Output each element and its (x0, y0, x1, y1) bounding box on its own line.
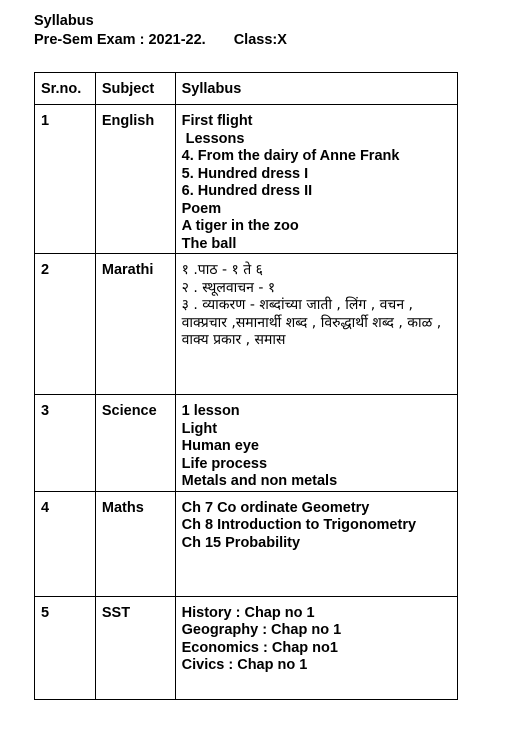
syllabus-line: Ch 7 Co ordinate Geometry (181, 499, 370, 516)
syllabus-line: 5. Hundred dress I (181, 165, 309, 182)
class-label: Class:X (233, 32, 287, 48)
syllabus-line: 4. From the dairy of Anne Frank (181, 148, 400, 164)
syllabus-line: Human eye (181, 438, 259, 454)
cell-subject: SST (95, 596, 175, 699)
syllabus-line: २ . स्थूलवाचन - १ (181, 279, 276, 296)
syllabus-line: Light (181, 420, 218, 437)
table-row (35, 491, 458, 596)
column-header-subject: Subject (95, 73, 175, 105)
syllabus-line: Ch 8 Introduction to Trigonometry (181, 517, 417, 533)
exam-line (34, 31, 287, 50)
cell-subject: Science (95, 395, 175, 492)
cell-subject: Maths (95, 491, 175, 596)
table-row (35, 395, 458, 492)
syllabus-line: Poem (181, 200, 222, 217)
cell-syllabus (175, 596, 457, 699)
syllabus-line: History : Chap no 1 (181, 604, 315, 621)
syllabus-line: A tiger in the zoo (181, 218, 299, 234)
syllabus-line: Metals and non metals (181, 473, 338, 489)
cell-subject: Marathi (95, 254, 175, 395)
cell-syllabus (175, 105, 457, 254)
document-header (34, 12, 287, 50)
table-row (35, 254, 458, 395)
table-row (35, 105, 458, 254)
syllabus-line: 1 lesson (181, 403, 240, 419)
syllabus-line: First flight (181, 113, 253, 129)
syllabus-line: ३ . व्याकरण - शब्दांच्या जाती , लिंग , वचन , वाक्प्रचार ,समानार्थी शब्द , विरुद्धार्थी शब्द , काळ , वाक्य प्रकार , समास (181, 297, 442, 348)
cell-syllabus (175, 491, 457, 596)
syllabus-line: Geography : Chap no 1 (181, 622, 342, 638)
syllabus-line: 6. Hundred dress II (181, 183, 313, 199)
syllabus-line: Lessons (185, 130, 245, 147)
cell-syllabus (175, 254, 457, 395)
column-header-srno: Sr.no. (35, 73, 96, 105)
document-title: Syllabus (34, 13, 94, 29)
table-row (35, 596, 458, 699)
cell-srno: 2 (35, 254, 96, 395)
cell-subject: English (95, 105, 175, 254)
syllabus-line: Life process (181, 455, 268, 472)
syllabus-line: Economics : Chap no1 (181, 639, 338, 656)
table-header-row (35, 73, 458, 105)
cell-syllabus (175, 395, 457, 492)
syllabus-line: Ch 15 Probability (181, 534, 301, 551)
cell-srno: 3 (35, 395, 96, 492)
cell-srno: 1 (35, 105, 96, 254)
column-header-syllabus: Syllabus (175, 73, 457, 105)
cell-srno: 5 (35, 596, 96, 699)
cell-srno: 4 (35, 491, 96, 596)
syllabus-line: The ball (181, 235, 237, 252)
syllabus-table (34, 72, 458, 700)
syllabus-line: १ .पाठ - १ ते ६ (181, 262, 263, 278)
syllabus-line: Civics : Chap no 1 (181, 657, 308, 673)
exam-name: Pre-Sem Exam : 2021-22. (34, 32, 206, 48)
